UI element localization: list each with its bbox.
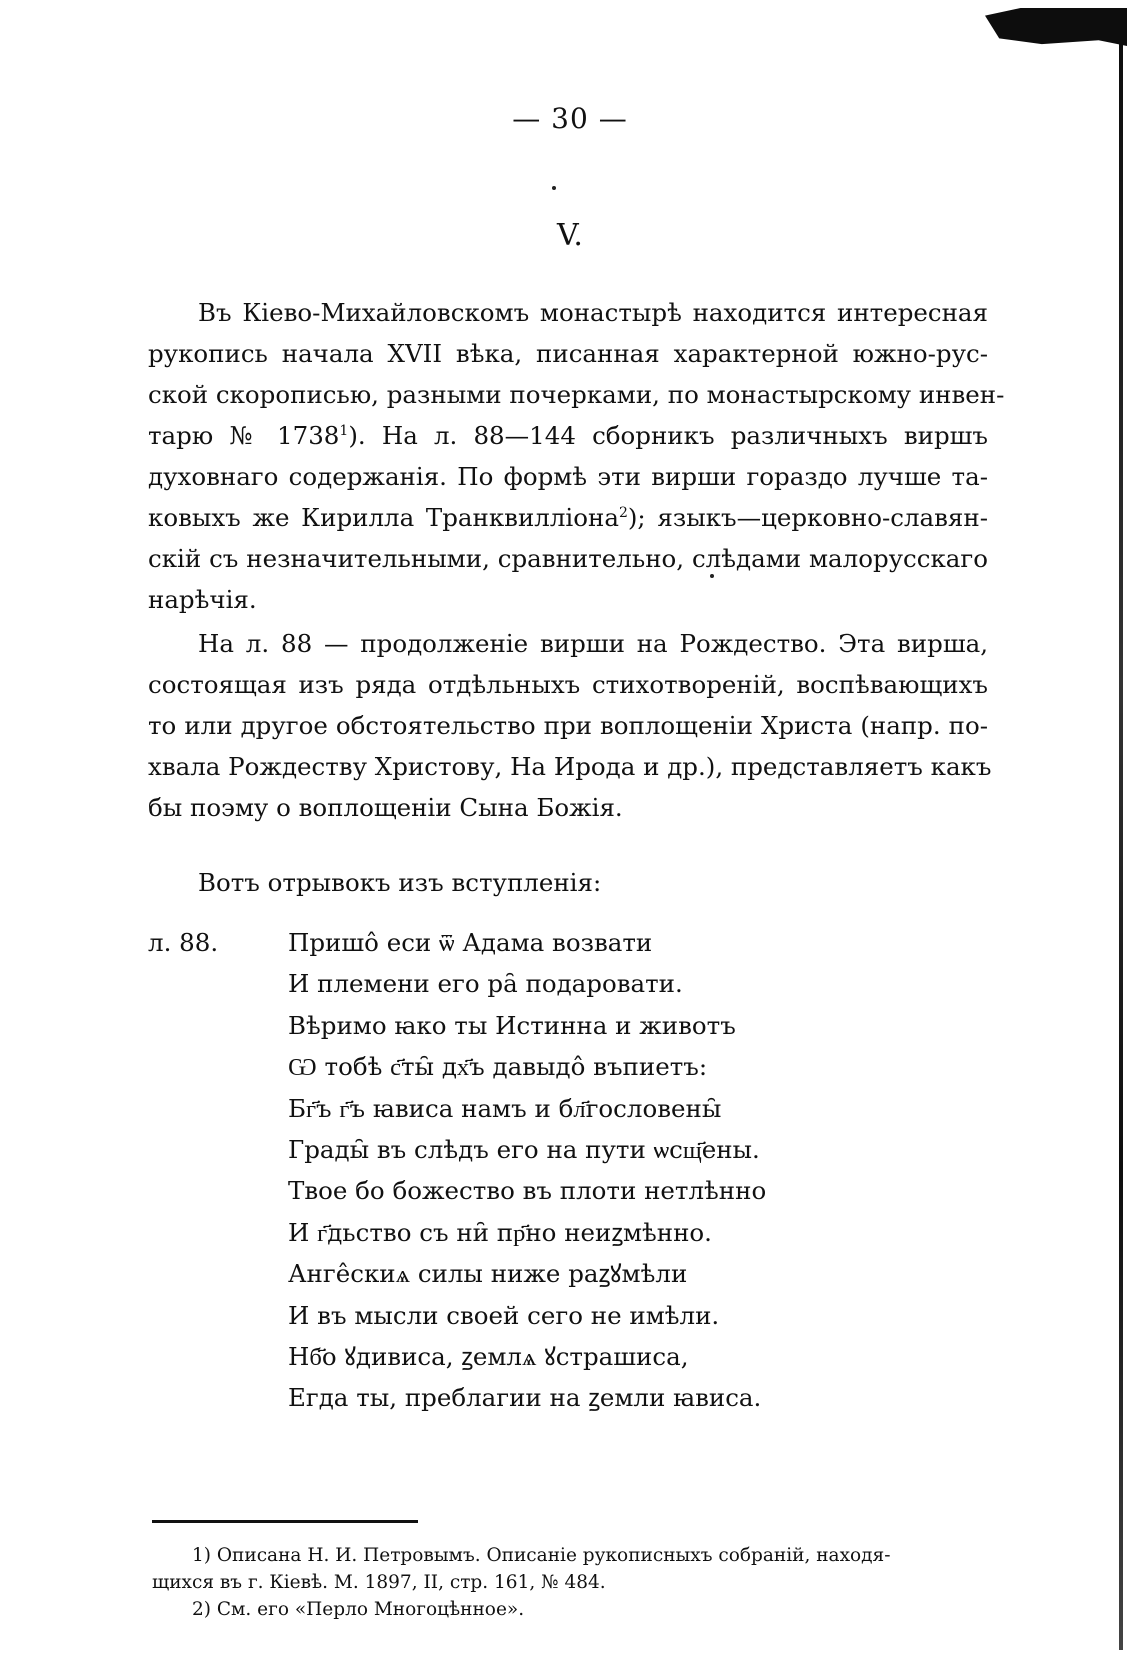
page-number: — 30 — — [512, 102, 628, 135]
paragraph-line: то или другое обстоятельство при воплощеніи Христа (напр. по- — [148, 711, 988, 740]
section-heading: V. — [557, 218, 583, 253]
paragraph-line: хвала Рождеству Христову, На Ирода и др.), представляетъ какъ — [148, 752, 992, 781]
verse-line: Ѡ тобѣ с҃ты̑ дх҃ъ давыдо̂ въпиетъ: — [288, 1052, 708, 1082]
scan-edge-line — [1119, 40, 1123, 1650]
verse-line: Егда ты, преблагии на ꙁемли ꙗвиса. — [288, 1383, 762, 1413]
paragraph-2 — [148, 623, 992, 828]
verse-line: Анге̂скиѧ силы ниже раꙁꙋмѣли — [288, 1259, 688, 1289]
footnote-ref-1: 1 — [339, 422, 349, 439]
scan-edge-blot — [985, 8, 1127, 46]
verse-line: И племени его ра̑ подаровати. — [288, 969, 683, 999]
verse-line: И г҃дьство съ ни̑ пр҃но неиꙁмѣнно. — [288, 1217, 712, 1247]
verse-line: Вѣримо ꙗко ты Истинна и животъ — [288, 1010, 736, 1040]
footnote-1-continuation: щихся въ г. Кіевѣ. М. 1897, II, стр. 161, № 484. — [152, 1572, 606, 1593]
footnotes — [152, 1542, 992, 1623]
paragraph-line: Въ Кіево-Михайловскомъ монастырѣ находится интересная — [198, 298, 988, 327]
paragraph-line: ской скорописью, разными почерками, по монастырскому инвен- — [148, 380, 1005, 409]
verse-line: И въ мысли своей сего не имѣли. — [288, 1300, 720, 1330]
paragraph-line: рукопись начала XVII вѣка, писанная характерной южно-рус- — [148, 339, 988, 368]
paragraph-line: тарю № 1738$^1$). На л. 88—144 сборникъ различныхъ виршъ — [148, 421, 988, 450]
verse-line: Бг҃ъ г҃ъ ꙗвиса намъ и бл҃гословены̑ — [288, 1093, 722, 1123]
paragraph-3 — [148, 862, 988, 903]
verse-block — [288, 922, 1008, 1419]
footnote-ref-2: 2 — [618, 504, 628, 521]
paragraph-line: духовнаго содержанія. По формѣ эти вирши гораздо лучше та- — [148, 462, 988, 491]
verse-line: Твое бо божество въ плоти нетлѣнно — [288, 1176, 767, 1206]
footnote-divider — [152, 1520, 418, 1523]
paragraph-line: нарѣчія. — [148, 585, 257, 614]
footnote-2: 2) См. его «Перло Многоцѣнное». — [192, 1599, 525, 1620]
footnote-1: 1) Описана Н. И. Петровымъ. Описаніе рукописныхъ собраній, находя- — [192, 1545, 891, 1566]
verse-line: Пришо̂ еси ѿ Адама возвати — [288, 928, 653, 957]
paragraph-line: На л. 88 — продолженіе вирши на Рождество. Эта вирша, — [198, 629, 988, 658]
paragraph-1 — [148, 292, 1005, 620]
verse-line: Нб҃о ꙋдивиса, ꙁемлѧ ꙋстрашиса, — [288, 1342, 689, 1372]
verse-folio-ref: л. 88. — [148, 928, 219, 957]
scan-speck — [552, 186, 556, 190]
paragraph-line: бы поэму о воплощеніи Сына Божія. — [148, 793, 623, 822]
verse-intro: Вотъ отрывокъ изъ вступленія: — [198, 868, 602, 897]
paragraph-line: состоящая изъ ряда отдѣльныхъ стихотвореній, воспѣвающихъ — [148, 670, 988, 699]
paragraph-line: ковыхъ же Кирилла Транквилліона$^2$); языкъ—церковно-славян- — [148, 503, 988, 532]
verse-line: Грады̑ въ слѣдъ его на пути ѡсщ҃ены. — [288, 1135, 760, 1165]
paragraph-line: скій съ незначительными, сравнительно, слѣдами малорусскаго — [148, 544, 988, 573]
